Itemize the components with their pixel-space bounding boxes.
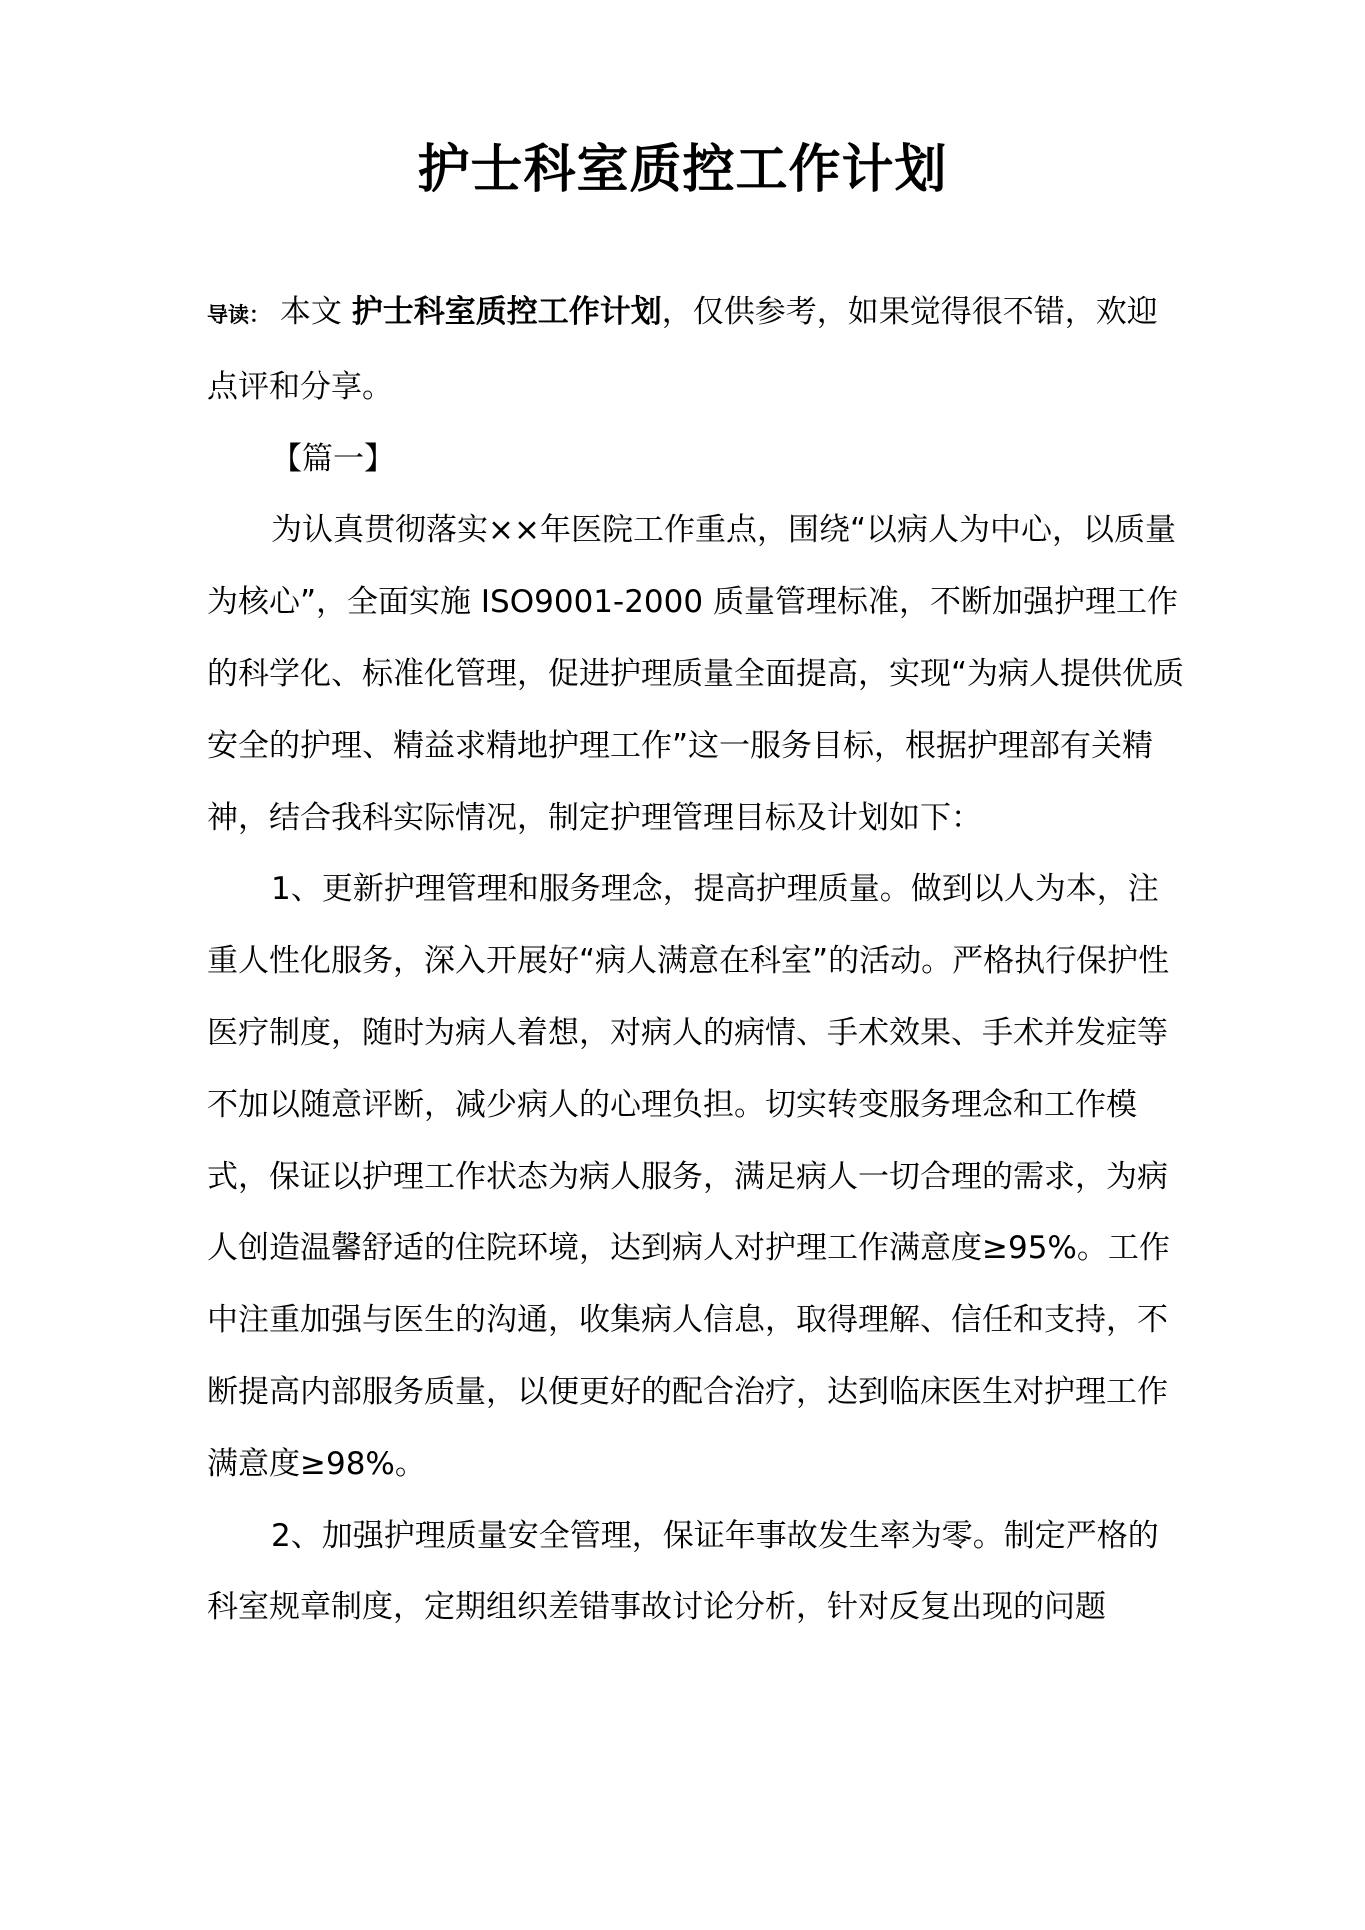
document-title: 护士科室质控工作计划 [417, 140, 948, 200]
document-body [207, 277, 1187, 1644]
paragraph-1: 为认真贯彻落实××年医院工作重点，围绕“以病人为中心，以质量为核心”，全面实施 ISO9001-2000 质量管理标准，不断加强护理工作的科学化、标准化管理，促进护理质量全面提高，实现“为病人提供优质安全的护理、精益求精地护理工作”这一服务目标，根据护理部有关精神，结合我科实际情况，制定护理管理目标及计划如下： [207, 512, 1185, 836]
intro-label: 导读： [207, 303, 270, 327]
intro-paragraph [207, 277, 1187, 424]
intro-suffix: ，仅供参考，如果觉得很不错，欢迎点评和分享。 [207, 294, 1158, 405]
paragraph-3: 2、加强护理质量安全管理，保证年事故发生率为零。制定严格的科室规章制度，定期组织差错事故讨论分析，针对反复出现的问题 [207, 1517, 1159, 1626]
paragraph-2: 1、更新护理管理和服务理念，提高护理质量。做到以人为本，注重人性化服务，深入开展好“病人满意在科室”的活动。严格执行保护性医疗制度，随时为病人着想，对病人的病情、手术效果、手术并发症等不加以随意评断，减少病人的心理负担。切实转变服务理念和工作模式，保证以护理工作状态为病人服务，满足病人一切合理的需求，为病人创造温馨舒适的住院环境，达到病人对护理工作满意度≥95%。工作中注重加强与医生的沟通，收集病人信息，取得理解、信任和支持，不断提高内部服务质量，以便更好的配合治疗，达到临床医生对护理工作满意度≥98%。 [207, 871, 1170, 1482]
section-heading: 【篇一】 [271, 440, 395, 477]
intro-prefix: 本文 [270, 294, 352, 330]
intro-bold-title: 护士科室质控工作计划 [351, 294, 662, 330]
